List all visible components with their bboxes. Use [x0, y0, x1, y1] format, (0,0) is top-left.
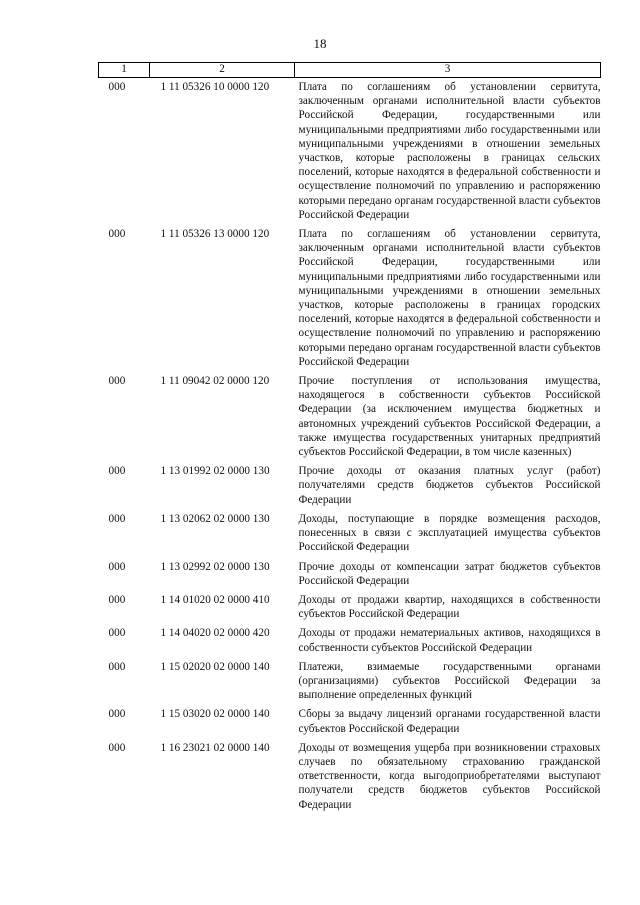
table-row [99, 558, 601, 591]
column-header-3: 3 [295, 63, 601, 78]
table-body [99, 78, 601, 815]
table-row [99, 624, 601, 657]
revenue-codes-table [98, 62, 601, 815]
admin-code-cell: 000 [108, 660, 126, 673]
admin-code-cell: 000 [108, 512, 126, 525]
column-header-1: 1 [99, 63, 150, 78]
revenue-code-cell: 1 13 02992 02 0000 130 [160, 560, 270, 573]
revenue-code-cell: 1 11 05326 10 0000 120 [160, 81, 270, 93]
table-row [99, 510, 601, 558]
column-header-2: 2 [150, 63, 295, 78]
revenue-name-cell: Прочие поступления от использования имущества, находящегося в собственности субъектов Российской Федерации (за исключением имущества бюджетных и автономных учреждений субъектов Российской Федерации, а также имущества государственных унитарных предприятий субъектов Российской Федерации, в том числе казенных) [298, 375, 601, 459]
admin-code-cell: 000 [108, 627, 126, 640]
admin-code-cell: 000 [108, 465, 126, 478]
table-row [99, 462, 601, 510]
admin-code-cell: 000 [108, 81, 126, 93]
admin-code-cell: 000 [108, 228, 126, 241]
table-row [99, 739, 601, 815]
table-header-row [99, 63, 601, 78]
revenue-code-cell: 1 15 02020 02 0000 140 [160, 660, 270, 673]
admin-code-cell: 000 [108, 593, 126, 606]
revenue-name-cell: Доходы от возмещения ущерба при возникновении страховых случаев по обязательному страхованию гражданской ответственности, когда выгодоприобретателями выступают получатели средств бюджетов субъектов Российской Федерации [298, 741, 601, 811]
revenue-name-cell: Плата по соглашениям об установлении сервитута, заключенным органами исполнительной власти субъектов Российской Федерации, государственными или муниципальными предприятиями либо государственными или муниципальными учреждениями в отношении земельных участков, которые расположены в границах сельских поселений, которые находятся в федеральной собственности и осуществление полномочий по управлению и распоряжению которыми передано органам государственной власти субъектов Российской Федерации [298, 81, 601, 221]
admin-code-cell: 000 [108, 741, 126, 754]
page-number: 18 [313, 36, 327, 51]
revenue-name-cell: Доходы, поступающие в порядке возмещения расходов, понесенных в связи с эксплуатацией имущества субъектов Российской Федерации [298, 512, 601, 554]
admin-code-cell: 000 [108, 708, 126, 721]
admin-code-cell: 000 [108, 560, 126, 573]
table-row [99, 591, 601, 624]
table-row [99, 658, 601, 706]
table-row [99, 705, 601, 738]
table-row [99, 78, 601, 226]
revenue-code-cell: 1 16 23021 02 0000 140 [160, 741, 270, 754]
table-row [99, 372, 601, 462]
revenue-name-cell: Прочие доходы от оказания платных услуг (работ) получателями средств бюджетов субъектов Российской Федерации [298, 465, 601, 506]
revenue-name-cell: Платежи, взимаемые государственными органами (организациями) субъектов Российской Федерации за выполнение определенных функций [298, 660, 601, 702]
revenue-name-cell: Доходы от продажи нематериальных активов, находящихся в собственности субъектов Российской Федерации [298, 627, 601, 654]
revenue-name-cell: Сборы за выдачу лицензий органами государственной власти субъектов Российской Федерации [298, 708, 601, 735]
revenue-code-cell: 1 14 04020 02 0000 420 [160, 627, 270, 640]
revenue-code-cell: 1 15 03020 02 0000 140 [160, 708, 270, 721]
table-row [99, 225, 601, 372]
revenue-code-cell: 1 11 05326 13 0000 120 [160, 228, 270, 241]
revenue-name-cell: Плата по соглашениям об установлении сервитута, заключенным органами исполнительной власти субъектов Российской Федерации, государственными или муниципальными предприятиями либо государственными или муниципальными учреждениями в отношении земельных участков, которые расположены в границах городских поселений, которые находятся в федеральной собственности и осуществление полномочий по управлению и распоряжению которыми передано органам государственной власти субъектов Российской Федерации [298, 228, 601, 368]
revenue-code-cell: 1 11 09042 02 0000 120 [160, 375, 270, 388]
revenue-name-cell: Прочие доходы от компенсации затрат бюджетов субъектов Российской Федерации [298, 560, 601, 587]
revenue-code-cell: 1 13 02062 02 0000 130 [160, 512, 270, 525]
revenue-code-cell: 1 14 01020 02 0000 410 [160, 593, 270, 606]
revenue-code-cell: 1 13 01992 02 0000 130 [160, 465, 270, 478]
admin-code-cell: 000 [108, 375, 126, 388]
revenue-name-cell: Доходы от продажи квартир, находящихся в собственности субъектов Российской Федерации [298, 593, 601, 621]
